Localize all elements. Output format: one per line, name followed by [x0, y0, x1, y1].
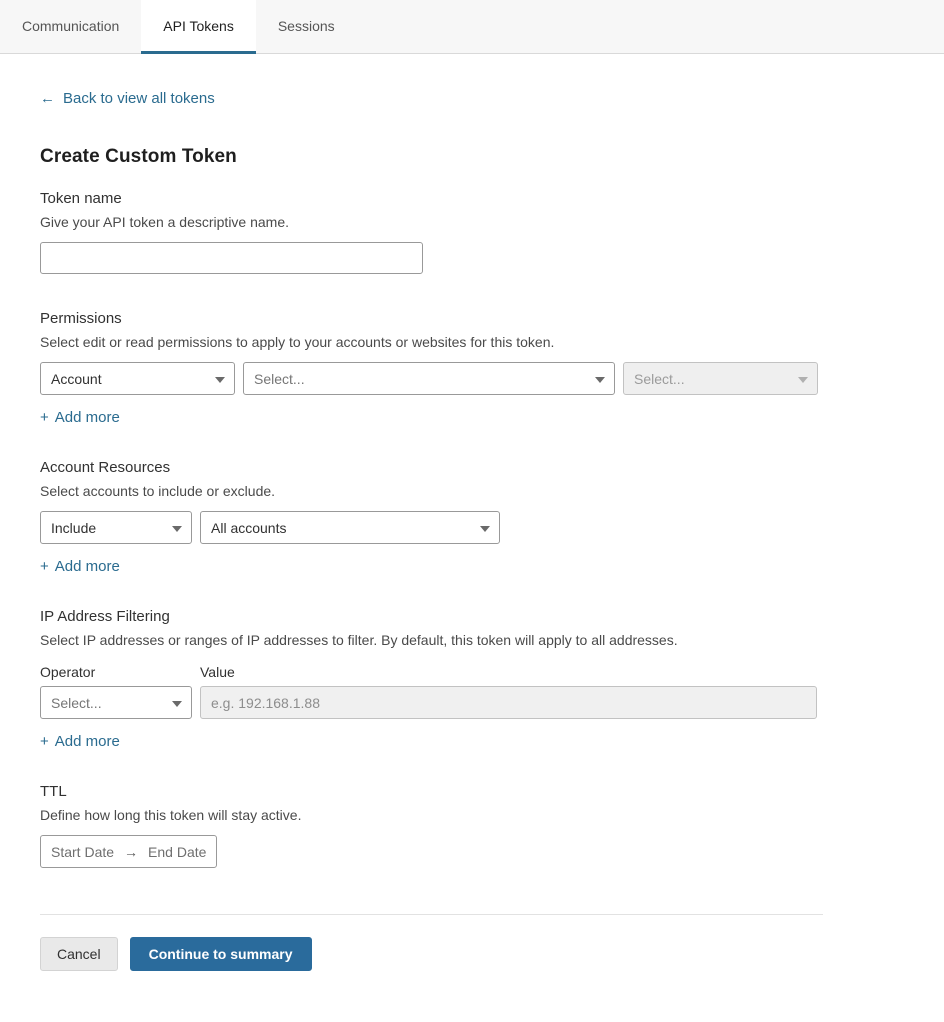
top-tab-bar — [0, 0, 944, 54]
permission-scope-select[interactable] — [243, 362, 615, 395]
account-resources-help: Select accounts to include or exclude. — [40, 483, 276, 499]
account-resources-mode-select[interactable] — [40, 511, 192, 544]
arrow-right-icon: → — [124, 843, 139, 860]
tab-api-tokens[interactable] — [141, 0, 256, 54]
permission-resource-value: Account — [51, 370, 102, 387]
account-resources-add-more-button[interactable] — [40, 558, 120, 575]
create-token-page — [0, 54, 944, 999]
account-resources-accounts-select[interactable] — [200, 511, 500, 544]
token-name-input[interactable] — [40, 242, 423, 274]
tab-sessions[interactable] — [256, 0, 357, 54]
ip-filtering-help: Select IP addresses or ranges of IP addresses to filter. By default, this token will apply to all addresses. — [40, 632, 678, 648]
chevron-down-icon — [172, 526, 182, 532]
ip-value-input[interactable] — [200, 686, 817, 719]
chevron-down-icon — [595, 377, 605, 383]
token-name-label: Token name — [40, 190, 122, 207]
ip-filtering-add-more-label: Add more — [54, 733, 120, 750]
plus-icon: + — [40, 558, 49, 575]
token-name-help: Give your API token a descriptive name. — [40, 214, 290, 230]
plus-icon: + — [40, 733, 49, 750]
ttl-date-range-picker[interactable] — [40, 835, 217, 868]
permissions-add-more-label: Add more — [54, 409, 120, 426]
chevron-down-icon — [172, 701, 182, 707]
permission-scope-value: Select... — [254, 370, 305, 387]
ttl-help: Define how long this token will stay active. — [40, 807, 302, 823]
tab-api-tokens-label: API Tokens — [163, 17, 234, 34]
ip-operator-select[interactable] — [40, 686, 192, 719]
ip-filtering-headers — [40, 664, 904, 686]
ttl-section — [40, 783, 904, 868]
account-resources-section — [40, 459, 904, 576]
cancel-button[interactable]: Cancel — [40, 937, 118, 971]
ip-operator-value: Select... — [51, 694, 102, 711]
arrow-left-icon: ← — [40, 90, 55, 107]
ttl-end-date[interactable]: End Date — [148, 843, 207, 860]
chevron-down-icon — [798, 377, 808, 383]
permissions-help: Select edit or read permissions to apply to your accounts or websites for this token. — [40, 334, 555, 350]
permission-level-select — [623, 362, 818, 395]
ip-filtering-section — [40, 608, 904, 751]
ip-filtering-row — [40, 686, 904, 719]
token-name-section — [40, 190, 904, 274]
ttl-label: TTL — [40, 783, 67, 800]
account-resources-row — [40, 511, 904, 544]
footer-divider — [40, 914, 823, 915]
page-title: Create Custom Token — [40, 146, 237, 167]
tab-sessions-label: Sessions — [277, 17, 335, 34]
chevron-down-icon — [215, 377, 225, 383]
permissions-label: Permissions — [40, 310, 122, 327]
back-to-tokens-label: Back to view all tokens — [63, 90, 215, 107]
chevron-down-icon — [480, 526, 490, 532]
tab-communication[interactable] — [0, 0, 141, 54]
tab-communication-label: Communication — [22, 17, 120, 34]
continue-to-summary-button[interactable]: Continue to summary — [130, 937, 312, 971]
permissions-add-more-button[interactable] — [40, 409, 120, 426]
account-resources-label: Account Resources — [40, 459, 171, 476]
ip-filtering-add-more-button[interactable] — [40, 733, 120, 750]
account-resources-accounts-value: All accounts — [211, 519, 287, 536]
permission-level-value: Select... — [634, 370, 685, 387]
permission-resource-select[interactable] — [40, 362, 235, 395]
account-resources-mode-value: Include — [51, 519, 97, 536]
plus-icon: + — [40, 409, 49, 426]
ip-value-label: Value — [200, 664, 235, 680]
form-actions — [40, 937, 904, 999]
permissions-section — [40, 310, 904, 427]
ip-filtering-label: IP Address Filtering — [40, 608, 170, 625]
account-resources-add-more-label: Add more — [54, 558, 120, 575]
back-to-tokens-link[interactable] — [40, 90, 215, 107]
ip-operator-label: Operator — [40, 664, 96, 680]
ttl-start-date[interactable]: Start Date — [51, 843, 115, 860]
permissions-row — [40, 362, 904, 395]
